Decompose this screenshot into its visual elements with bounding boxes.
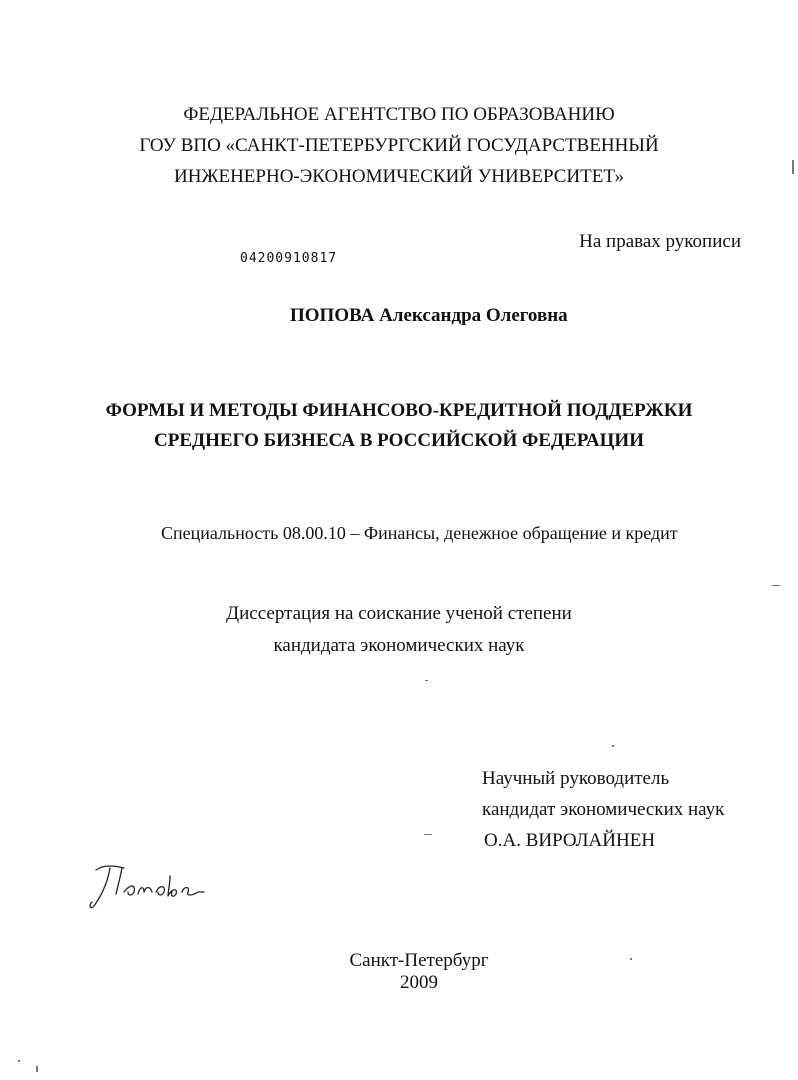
scan-speck <box>36 1066 38 1072</box>
supervisor-degree: кандидат экономических наук <box>482 799 725 820</box>
registration-number: 04200910817 <box>240 251 338 266</box>
dissertation-line-1: Диссертация на соискание ученой степени <box>226 603 572 624</box>
scan-speck <box>425 680 428 681</box>
footer-city: Санкт-Петербург <box>349 950 489 971</box>
manuscript-note: На правах рукописи <box>579 231 741 252</box>
header-line-3: ИНЖЕНЕРНО-ЭКОНОМИЧЕСКИЙ УНИВЕРСИТЕТ» <box>174 166 624 187</box>
dissertation-line-2: кандидата экономических наук <box>273 635 525 656</box>
header-line-2: ГОУ ВПО «САНКТ-ПЕТЕРБУРГСКИЙ ГОСУДАРСТВЕННЫЙ <box>139 135 659 156</box>
scan-speck <box>424 834 432 835</box>
scan-speck <box>772 585 780 586</box>
footer-year: 2009 <box>400 972 438 993</box>
specialty: Специальность 08.00.10 – Финансы, денежное обращение и кредит <box>161 523 678 543</box>
author-name: ПОПОВА Александра Олеговна <box>290 305 568 326</box>
signature <box>86 862 206 912</box>
scan-speck <box>630 958 632 960</box>
scan-speck <box>612 745 614 747</box>
supervisor-role: Научный руководитель <box>482 768 670 789</box>
scan-speck <box>792 160 794 174</box>
title-line-2: СРЕДНЕГО БИЗНЕСА В РОССИЙСКОЙ ФЕДЕРАЦИИ <box>154 430 644 451</box>
title-line-1: ФОРМЫ И МЕТОДЫ ФИНАНСОВО-КРЕДИТНОЙ ПОДДЕРЖКИ <box>105 400 693 421</box>
header-line-1: ФЕДЕРАЛЬНОЕ АГЕНТСТВО ПО ОБРАЗОВАНИЮ <box>183 104 615 125</box>
scan-speck <box>18 1060 20 1062</box>
supervisor-name: О.А. ВИРОЛАЙНЕН <box>484 830 656 851</box>
